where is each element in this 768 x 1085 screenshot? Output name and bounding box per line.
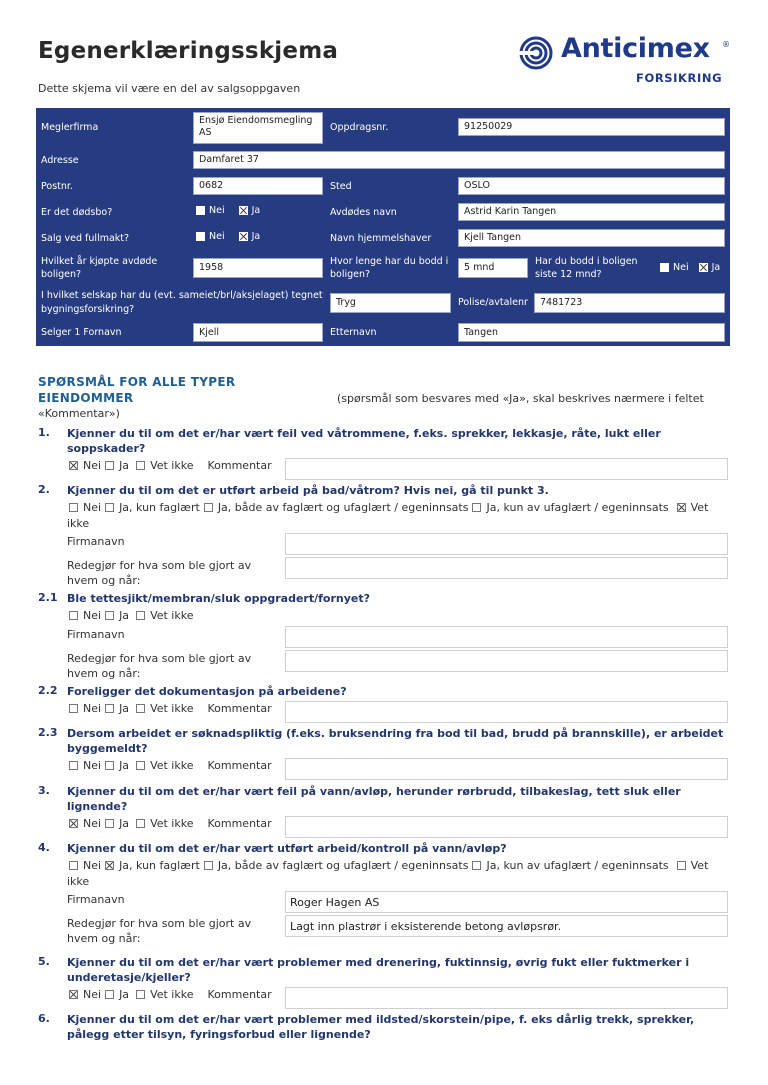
q5-options: [69, 988, 272, 1001]
q5-ja-label: Ja: [119, 988, 130, 1001]
forsikringsselskap-field[interactable]: Tryg: [330, 293, 451, 313]
anticimex-logo-icon: [516, 36, 556, 70]
q21-firmanavn-field[interactable]: [285, 626, 728, 648]
q1-nei-label: Nei: [83, 459, 102, 472]
q23-kommentar-field[interactable]: [285, 758, 728, 780]
q3-nei-checkbox[interactable]: [69, 819, 78, 828]
q2-text: Kjenner du til om det er utført arbeid på bad/våtrom? Hvis nei, gå til punkt 3.: [67, 484, 549, 497]
q5-kommentar-field[interactable]: [285, 987, 728, 1009]
q2-ja-begge-checkbox[interactable]: [204, 503, 213, 512]
q1-vet-ikke-label: Vet ikke: [150, 459, 194, 472]
q21-vet-ikke-label: Vet ikke: [150, 609, 194, 622]
avdodes-navn-field[interactable]: Astrid Karin Tangen: [458, 203, 725, 221]
polise-label: Polise/avtalenr: [458, 297, 528, 308]
q22-ja-label: Ja: [119, 702, 130, 715]
meglerfirma-field[interactable]: Ensjø Eiendomsmegling AS: [193, 112, 323, 144]
q22-vet-ikke-label: Vet ikke: [150, 702, 194, 715]
q1-ja-label: Ja: [119, 459, 130, 472]
q21-ja-label: Ja: [119, 609, 130, 622]
oppdragsnr-field[interactable]: 91250029: [458, 118, 725, 136]
q4-nei-label: Nei: [83, 859, 102, 872]
q4-text: Kjenner du til om det er/har vært utført arbeid/kontroll på vann/avløp?: [67, 842, 507, 855]
postnr-label: Postnr.: [41, 181, 73, 192]
q3-vet-ikke-checkbox[interactable]: [136, 819, 145, 828]
q22-options: [69, 702, 272, 715]
dodsbo-ja-label: Ja: [251, 205, 261, 216]
q23-nei-checkbox[interactable]: [69, 761, 78, 770]
q23-nei-label: Nei: [83, 759, 102, 772]
selger-fornavn-field[interactable]: Kjell: [193, 323, 323, 342]
q5-nei-checkbox[interactable]: [69, 990, 78, 999]
q23-number: 2.3: [38, 726, 58, 739]
q2-nei-checkbox[interactable]: [69, 503, 78, 512]
sted-field[interactable]: OSLO: [458, 177, 725, 195]
bodd-12-mnd-ja-checkbox[interactable]: [699, 263, 708, 272]
q3-number: 3.: [38, 784, 50, 797]
q2-ja-begge-label: Ja, både av faglært og ufaglært / egeninnsats: [217, 501, 469, 514]
q22-ja-checkbox[interactable]: [105, 704, 114, 713]
q2-vet-ikke-checkbox[interactable]: [677, 503, 686, 512]
q5-text: Kjenner du til om det er/har vært problemer med drenering, fuktinnsig, øvrig fukt eller fuktmerker i underetasje/kjeller?: [67, 956, 690, 984]
q5-vet-ikke-checkbox[interactable]: [136, 990, 145, 999]
q2-ja-ufaglaert-label: Ja, kun av ufaglært / egeninnsats: [486, 501, 669, 514]
q21-number: 2.1: [38, 591, 58, 604]
q3-nei-label: Nei: [83, 817, 102, 830]
q21-firmanavn-label: Firmanavn: [67, 628, 125, 641]
section-note: (spørsmål som besvares med «Ja», skal beskrives nærmere i feltet: [337, 392, 704, 405]
logo-subtitle: FORSIKRING: [636, 71, 723, 85]
q21-ja-checkbox[interactable]: [105, 611, 114, 620]
q2-ja-faglaert-label: Ja, kun faglært: [119, 501, 200, 514]
forsikringsselskap-label: I hvilket selskap har du (evt. sameiet/brl/aksjelaget) tegnet bygningsforsikring?: [41, 290, 323, 315]
q2-redegjor-label: Redegjør for hva som ble gjort av: [67, 559, 252, 572]
q21-redegjor-label-cont: hvem og når:: [67, 667, 141, 680]
q21-text: Ble tettesjikt/membran/sluk oppgradert/fornyet?: [67, 592, 370, 605]
q22-vet-ikke-checkbox[interactable]: [136, 704, 145, 713]
q23-ja-label: Ja: [119, 759, 130, 772]
q1-kommentar-label: Kommentar: [207, 459, 272, 472]
q4-redegjor-label: Redegjør for hva som ble gjort av: [67, 917, 252, 930]
q4-firmanavn-label: Firmanavn: [67, 893, 125, 906]
avdodes-navn-label: Avdødes navn: [330, 207, 397, 218]
q4-ja-ufaglaert-label: Ja, kun av ufaglært / egeninnsats: [486, 859, 669, 872]
bodd-12-mnd-nei-label: Nei: [673, 262, 689, 273]
logo-registered-mark: ®: [722, 40, 730, 49]
dodsbo-options: [196, 205, 260, 216]
q5-nei-label: Nei: [83, 988, 102, 1001]
q4-ikke-label: ikke: [67, 875, 90, 888]
q3-ja-checkbox[interactable]: [105, 819, 114, 828]
dodsbo-nei-checkbox[interactable]: [196, 206, 205, 215]
q3-kommentar-field[interactable]: [285, 816, 728, 838]
q3-options: [69, 817, 272, 830]
q2-number: 2.: [38, 483, 50, 496]
q1-text: Kjenner du til om det er/har vært feil ved våtrommene, f.eks. sprekker, lekkasje, råte, lukt eller soppskader?: [67, 427, 661, 455]
bodd-lenge-label: Hvor lenge har du bodd i boligen?: [330, 256, 449, 280]
q21-options: [69, 609, 193, 622]
q3-ja-label: Ja: [119, 817, 130, 830]
adresse-label: Adresse: [41, 155, 79, 166]
q21-nei-checkbox[interactable]: [69, 611, 78, 620]
q4-vet-label: Vet: [690, 859, 709, 872]
meglerfirma-label: Meglerfirma: [41, 122, 99, 133]
q2-vet-label: Vet: [690, 501, 709, 514]
q1-ja-checkbox[interactable]: [105, 461, 114, 470]
q1-nei-checkbox[interactable]: [69, 461, 78, 470]
form-subtitle: Dette skjema vil være en del av salgsoppgaven: [38, 82, 301, 95]
fullmakt-options: [196, 231, 260, 242]
q21-nei-label: Nei: [83, 609, 102, 622]
q2-firmanavn-field[interactable]: [285, 533, 728, 555]
q4-firmanavn-field[interactable]: Roger Hagen AS: [285, 891, 728, 913]
q1-vet-ikke-checkbox[interactable]: [136, 461, 145, 470]
q22-nei-label: Nei: [83, 702, 102, 715]
bodd-12-mnd-options: [660, 262, 720, 273]
bodd-12-mnd-ja-label: Ja: [711, 262, 721, 273]
etternavn-field[interactable]: Tangen: [458, 323, 725, 342]
q22-kommentar-label: Kommentar: [207, 702, 272, 715]
section-note-cont: «Kommentar»): [38, 407, 120, 420]
q23-text: Dersom arbeidet er søknadspliktig (f.eks. bruksendring fra bod til bad, brudd på brannskille), er arbeidet byggemeldt?: [67, 727, 724, 755]
q4-number: 4.: [38, 841, 50, 854]
fullmakt-ja-label: Ja: [251, 231, 261, 242]
q21-redegjor-field[interactable]: [285, 650, 728, 672]
section-heading-line1: SPØRSMÅL FOR ALLE TYPER: [38, 375, 236, 389]
etternavn-label: Etternavn: [330, 327, 377, 338]
hjemmelshaver-label: Navn hjemmelshaver: [330, 233, 432, 244]
q21-vet-ikke-checkbox[interactable]: [136, 611, 145, 620]
sted-label: Sted: [330, 181, 352, 192]
selger-fornavn-label: Selger 1 Fornavn: [41, 327, 122, 338]
fullmakt-nei-label: Nei: [209, 231, 225, 242]
q4-ja-begge-label: Ja, både av faglært og ufaglært / egeninnsats: [217, 859, 469, 872]
q5-ja-checkbox[interactable]: [105, 990, 114, 999]
q2-options: [69, 501, 708, 514]
dodsbo-label: Er det dødsbo?: [41, 207, 113, 218]
q3-vet-ikke-label: Vet ikke: [150, 817, 194, 830]
q4-ja-faglaert-checkbox[interactable]: [105, 861, 114, 870]
dodsbo-nei-label: Nei: [209, 205, 225, 216]
kjopt-ar-label: Hvilket år kjøpte avdøde boligen?: [41, 256, 158, 280]
q2-ja-faglaert-checkbox[interactable]: [105, 503, 114, 512]
q22-text: Foreligger det dokumentasjon på arbeidene?: [67, 685, 347, 698]
q4-redegjor-label-cont: hvem og når:: [67, 932, 141, 945]
q23-vet-ikke-checkbox[interactable]: [136, 761, 145, 770]
q23-vet-ikke-label: Vet ikke: [150, 759, 194, 772]
q1-number: 1.: [38, 426, 50, 439]
q4-ja-ufaglaert-checkbox[interactable]: [472, 861, 481, 870]
q2-ikke-label: ikke: [67, 517, 90, 530]
q3-text: Kjenner du til om det er/har vært feil på vann/avløp, herunder rørbrudd, tilbakeslag, tett sluk eller lignende?: [67, 785, 681, 813]
section-heading-line2: EIENDOMMER: [38, 391, 134, 405]
q2-ja-ufaglaert-checkbox[interactable]: [472, 503, 481, 512]
form-title: Egenerklæringsskjema: [38, 38, 339, 64]
q5-kommentar-label: Kommentar: [207, 988, 272, 1001]
q4-options: [69, 859, 708, 872]
q22-nei-checkbox[interactable]: [69, 704, 78, 713]
q4-nei-checkbox[interactable]: [69, 861, 78, 870]
q21-redegjor-label: Redegjør for hva som ble gjort av: [67, 652, 252, 665]
q3-kommentar-label: Kommentar: [207, 817, 272, 830]
q6-text: Kjenner du til om det er/har vært problemer med ildsted/skorstein/pipe, f. eks dårlig trekk, sprekker, pålegg etter tilsyn, fyringsforbud eller lignende?: [67, 1013, 695, 1041]
q22-kommentar-field[interactable]: [285, 701, 728, 723]
bodd-12-mnd-label: Har du bodd i boligen siste 12 mnd?: [535, 256, 638, 280]
q4-vet-ikke-checkbox[interactable]: [677, 861, 686, 870]
q2-firmanavn-label: Firmanavn: [67, 535, 125, 548]
bodd-lenge-field[interactable]: 5 mnd: [458, 258, 528, 278]
adresse-field[interactable]: Damfaret 37: [193, 151, 725, 169]
fullmakt-label: Salg ved fullmakt?: [41, 233, 130, 244]
oppdragsnr-label: Oppdragsnr.: [330, 122, 389, 133]
q2-nei-label: Nei: [83, 501, 102, 514]
q4-ja-begge-checkbox[interactable]: [204, 861, 213, 870]
logo-wordmark: Anticimex: [561, 33, 710, 64]
fullmakt-ja-checkbox[interactable]: [239, 232, 248, 241]
q6-number: 6.: [38, 1012, 50, 1025]
q5-vet-ikke-label: Vet ikke: [150, 988, 194, 1001]
q1-options: [69, 459, 272, 472]
q4-ja-faglaert-label: Ja, kun faglært: [119, 859, 200, 872]
polise-field[interactable]: 7481723: [534, 293, 725, 313]
q2-redegjor-field[interactable]: [285, 557, 728, 579]
kjopt-ar-field[interactable]: 1958: [193, 258, 323, 278]
dodsbo-ja-checkbox[interactable]: [239, 206, 248, 215]
fullmakt-nei-checkbox[interactable]: [196, 232, 205, 241]
postnr-field[interactable]: 0682: [193, 177, 323, 195]
q5-number: 5.: [38, 955, 50, 968]
q23-ja-checkbox[interactable]: [105, 761, 114, 770]
q4-redegjor-field[interactable]: Lagt inn plastrør i eksisterende betong avløpsrør.: [285, 915, 728, 937]
q23-kommentar-label: Kommentar: [207, 759, 272, 772]
q1-kommentar-field[interactable]: [285, 458, 728, 480]
hjemmelshaver-field[interactable]: Kjell Tangen: [458, 229, 725, 247]
q22-number: 2.2: [38, 684, 58, 697]
q2-redegjor-label-cont: hvem og når:: [67, 574, 141, 587]
q23-options: [69, 759, 272, 772]
bodd-12-mnd-nei-checkbox[interactable]: [660, 263, 669, 272]
